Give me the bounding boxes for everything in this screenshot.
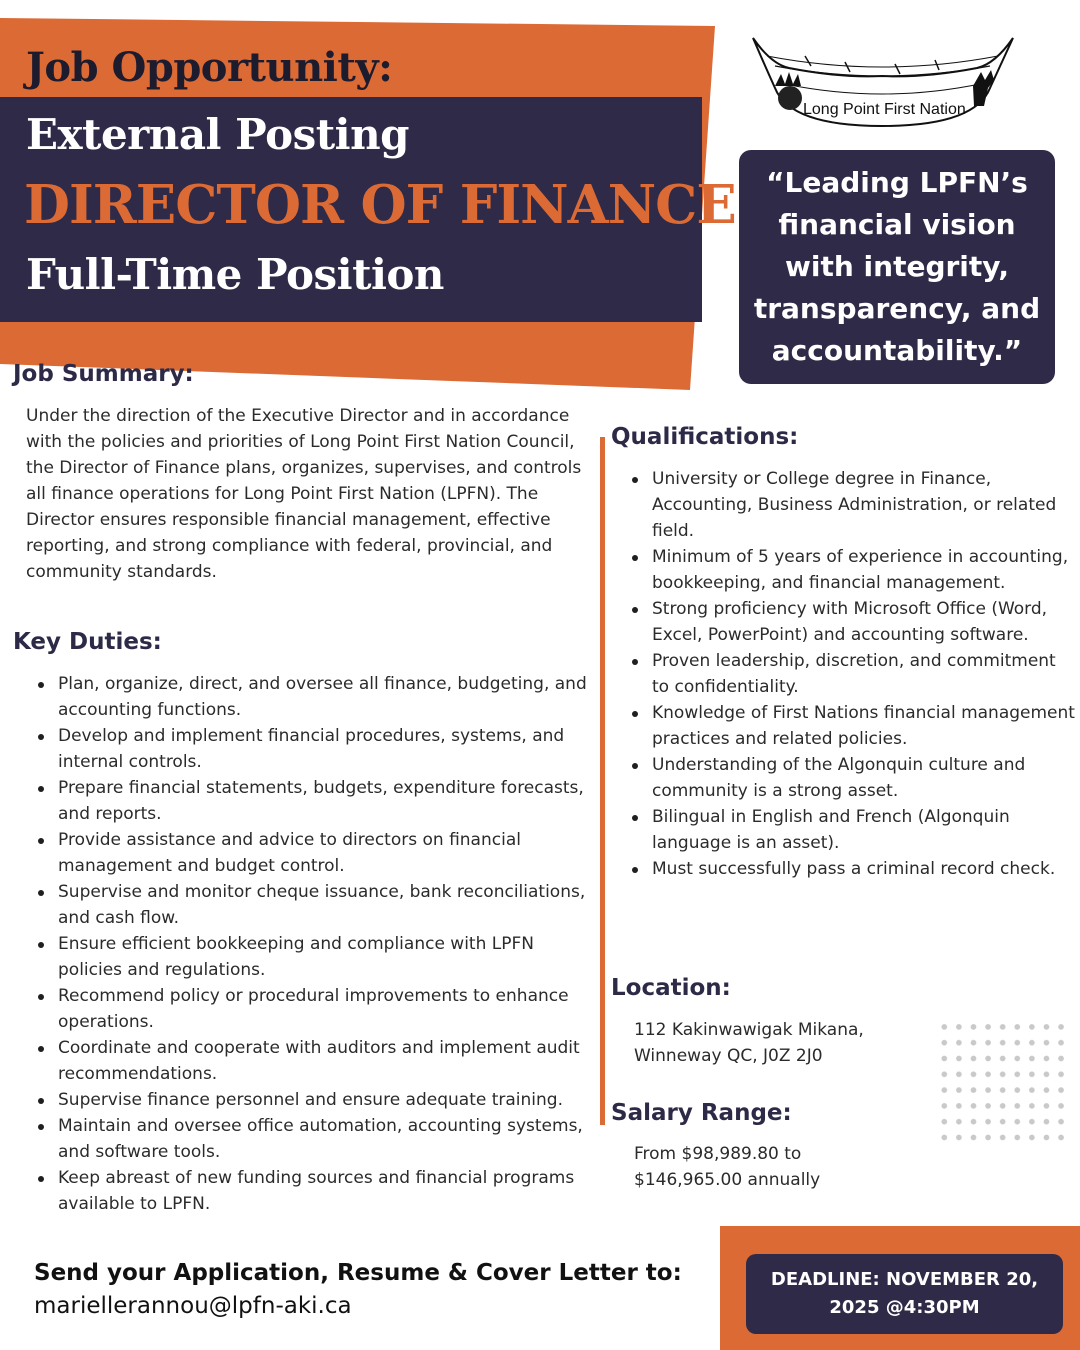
external-posting-heading: External Posting — [26, 110, 410, 159]
duty-item: Plan, organize, direct, and oversee all finance, budgeting, and accounting functions. — [26, 671, 594, 723]
duty-item: Develop and implement financial procedures, systems, and internal controls. — [26, 723, 594, 775]
salary-range-heading: Salary Range: — [611, 1100, 792, 1126]
job-opportunity-heading: Job Opportunity: — [26, 44, 393, 91]
logo-text: Long Point First Nation — [803, 101, 966, 118]
qualification-item: Understanding of the Algonquin culture and community is a strong asset. — [620, 752, 1075, 804]
duty-item: Ensure efficient bookkeeping and compliance with LPFN policies and regulations. — [26, 931, 594, 983]
duty-item: Supervise and monitor cheque issuance, bank reconciliations, and cash flow. — [26, 879, 594, 931]
qualification-item: Knowledge of First Nations financial management practices and related policies. — [620, 700, 1075, 752]
qualification-item: Minimum of 5 years of experience in accounting, bookkeeping, and financial management. — [620, 544, 1075, 596]
duty-item: Supervise finance personnel and ensure adequate training. — [26, 1087, 594, 1113]
dot-grid-decoration — [937, 1019, 1069, 1147]
duty-item: Provide assistance and advice to directors on financial management and budget control. — [26, 827, 594, 879]
qualifications-list — [620, 466, 1075, 882]
apply-email-link[interactable]: mariellerannou@lpfn-aki.ca — [34, 1293, 352, 1319]
qualification-item: Must successfully pass a criminal record check. — [620, 856, 1075, 882]
duty-item: Recommend policy or procedural improvements to enhance operations. — [26, 983, 594, 1035]
canoe-logo-icon — [745, 26, 1020, 136]
deadline-badge — [746, 1254, 1063, 1334]
duty-item: Prepare financial statements, budgets, expenditure forecasts, and reports. — [26, 775, 594, 827]
qualification-item: Proven leadership, discretion, and commitment to confidentiality. — [620, 648, 1075, 700]
deadline-line-2: 2025 @4:30PM — [829, 1297, 980, 1318]
job-summary-text: Under the direction of the Executive Director and in accordance with the policies and priorities of Long Point First Nation Council, the Director of Finance plans, organizes, supervises, and controls all finance operations for Long Point First Nation (LPFN). The Director ensures responsible financial management, effective reporting, and strong compliance with federal, provincial, and community standards. — [26, 406, 582, 582]
qualification-item: University or College degree in Finance, Accounting, Business Administration, or related field. — [620, 466, 1075, 544]
salary-line-2: $146,965.00 annually — [634, 1170, 821, 1190]
job-summary-heading: Job Summary: — [13, 361, 194, 387]
mission-quote-box — [739, 150, 1055, 384]
section-divider — [600, 437, 605, 1125]
salary-line-1: From $98,989.80 to — [634, 1144, 802, 1164]
apply-heading: Send your Application, Resume & Cover Letter to: — [34, 1260, 682, 1286]
duty-item: Keep abreast of new funding sources and financial programs available to LPFN. — [26, 1165, 594, 1217]
key-duties-list — [26, 671, 594, 1217]
full-time-heading: Full-Time Position — [26, 250, 444, 299]
qualification-item: Strong proficiency with Microsoft Office (Word, Excel, PowerPoint) and accounting software. — [620, 596, 1075, 648]
location-address — [634, 1017, 934, 1069]
duty-item: Maintain and oversee office automation, accounting systems, and software tools. — [26, 1113, 594, 1165]
duty-item: Coordinate and cooperate with auditors and implement audit recommendations. — [26, 1035, 594, 1087]
position-title: DIRECTOR OF FINANCE — [24, 174, 736, 236]
qualification-item: Bilingual in English and French (Algonquin language is an asset). — [620, 804, 1075, 856]
address-line-2: Winneway QC, J0Z 2J0 — [634, 1046, 823, 1066]
address-line-1: 112 Kakinwawigak Mikana, — [634, 1020, 864, 1040]
location-heading: Location: — [611, 975, 731, 1001]
qualifications-heading: Qualifications: — [611, 424, 799, 450]
deadline-line-1: DEADLINE: NOVEMBER 20, — [770, 1269, 1039, 1290]
mission-quote: “Leading LPFN’s financial vision with integrity, transparency, and accountability.” — [753, 166, 1041, 367]
key-duties-heading: Key Duties: — [13, 629, 162, 655]
salary-range-text — [634, 1141, 934, 1193]
